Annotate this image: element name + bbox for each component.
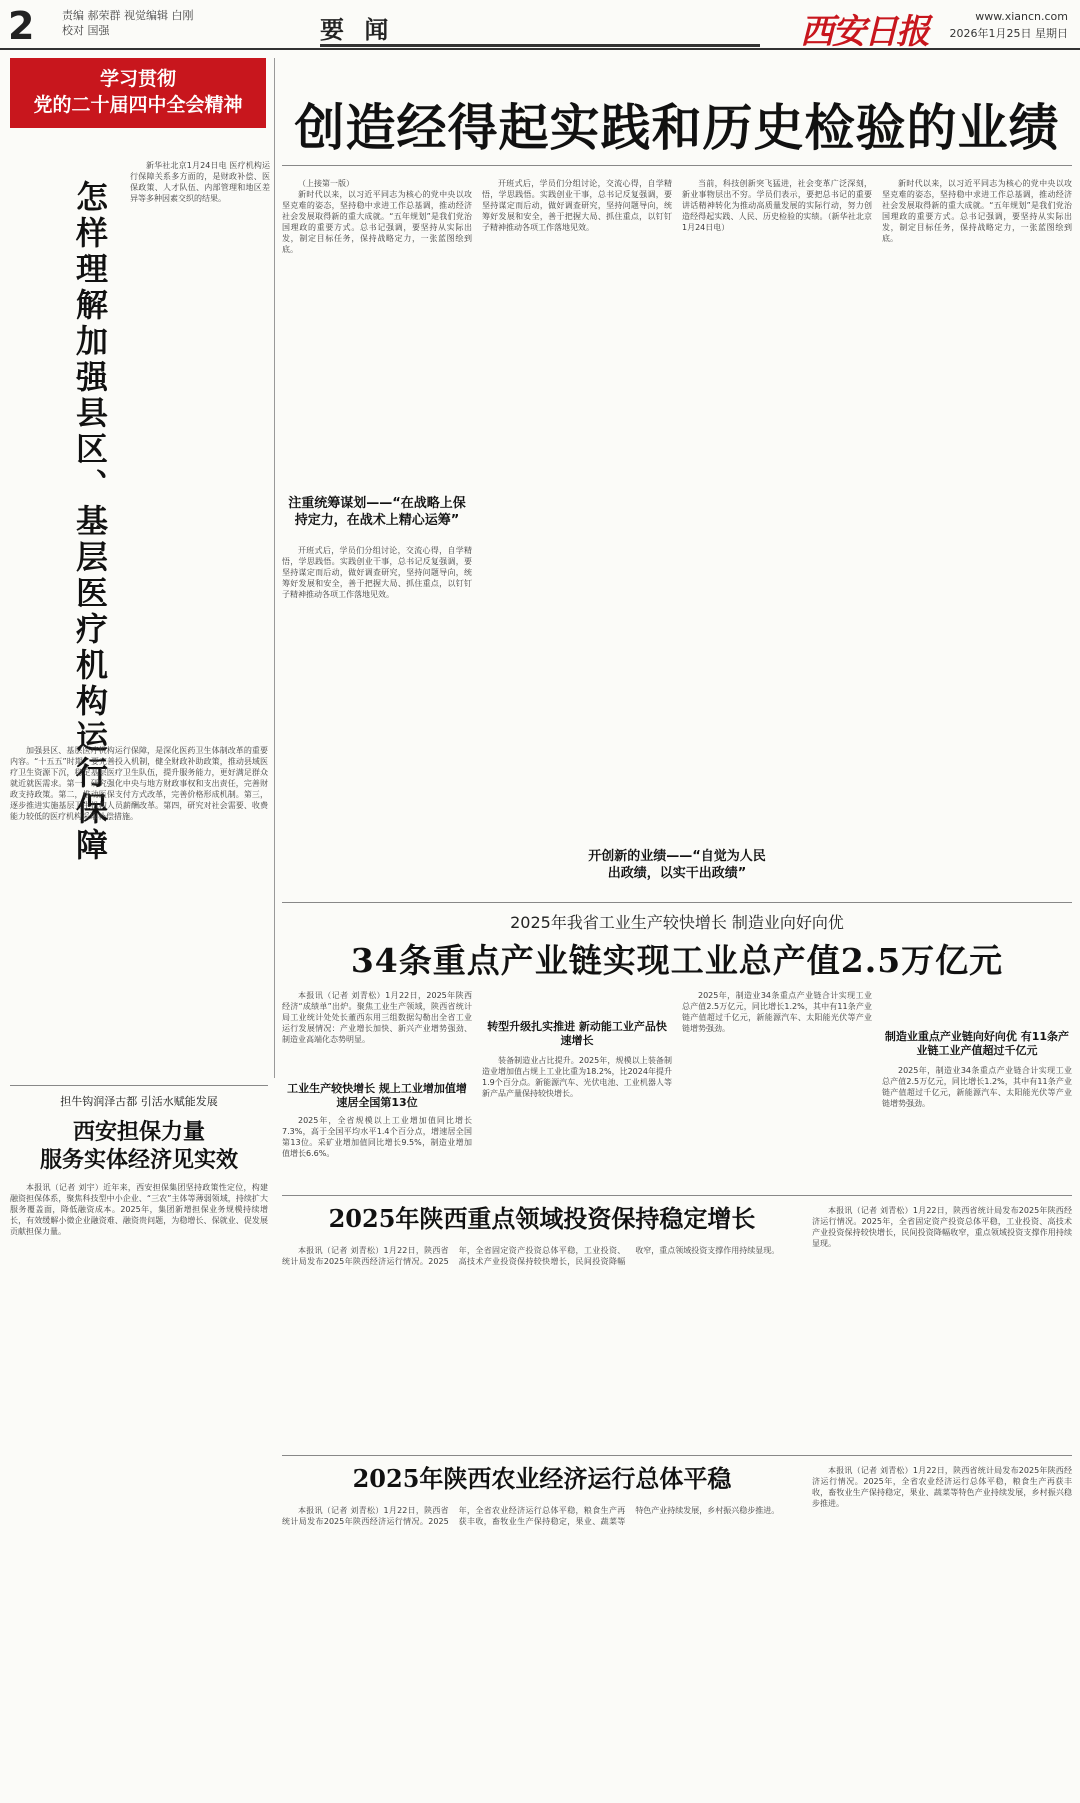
agriculture-body-block <box>282 1505 802 1790</box>
industry-col-1 <box>282 1115 472 1185</box>
lead-body-3: 当前，科技创新突飞猛进，社会变革广泛深刻，新业事物层出不穷。学员们表示，要把总书记的重要讲话精神转化为推动高质量发展的实际行动，努力创造经得起实践、人民、历史检验的实绩。（新华社北京1月24日电） <box>682 179 872 232</box>
agriculture-col-right <box>812 1465 1072 1790</box>
industry-body-2: 装备制造业占比提升。2025年，规模以上装备制造业增加值占规上工业比重为18.2%，比2024年提升1.9个百分点。新能源汽车、光伏电池、工业机器人等新产品产量保持较快增长。 <box>482 1056 672 1098</box>
lead-subhead-1: 注重统筹谋划——“在战略上保持定力，在战术上精心运筹” <box>288 496 466 528</box>
industry-top-rule <box>282 902 1072 903</box>
finance-headline-1: 西安担保力量 <box>72 1119 205 1145</box>
lead-body-4: 新时代以来，以习近平同志为核心的党中央以攻坚克难的姿态，坚持稳中求进工作总基调，推动经济社会发展取得新的重大成就。“五年规划”是我们党治国理政的重要方式。总书记强调，要坚持从实际出发，制定目标任务，保持战略定力，一张蓝图绘到底。 <box>882 179 1072 243</box>
feature-body-text: 加强县区、基层医疗机构运行保障，是深化医药卫生体制改革的重要内容。“十五五”时期，要完善投入机制，健全财政补助政策，推动县域医疗卫生资源下沉，稳定基层医疗卫生队伍，提升服务能力，更好满足群众就近就医需求。第一，研究强化中央与地方财政事权和支出责任，完善财政支持政策。第二，推动医保支付方式改革，完善价格形成机制。第三，逐步推进实施基层卫生机构人员薪酬改革。第四，研究对社会需要、收费能力较低的医疗机构采取补偿措施。 <box>10 746 268 821</box>
industry-col-2 <box>482 1055 672 1185</box>
investment-headline: 2025年陕西重点领域投资保持稳定增长 <box>328 1204 756 1233</box>
agriculture-top-rule <box>282 1455 1072 1456</box>
lead-col-1-lower <box>282 545 472 885</box>
editors-credit <box>62 8 194 38</box>
industry-headline: 34条重点产业链实现工业总产值2.5万亿元 <box>350 941 1004 980</box>
lead-subhead-2: 开创新的业绩——“自觉为人民出政绩，以实干出政绩” <box>588 849 766 881</box>
masthead-info <box>950 8 1069 42</box>
lead-col-3 <box>682 178 872 828</box>
industry-col-4 <box>882 1065 1072 1185</box>
industry-subhead-2: 转型升级扎实推进 新动能工业产品快速增长 <box>487 1020 667 1047</box>
industry-col-3 <box>682 990 872 1185</box>
investment-body: 本报讯（记者 刘青松）1月22日，陕西省统计局发布2025年陕西经济运行情况。2025年，全省固定资产投资总体平稳，工业投资、高技术产业投资保持较快增长，民间投资降幅收窄，重点领域投资支撑作用持续显现。 <box>282 1246 780 1266</box>
industry-body-3: 2025年，制造业34条重点产业链合计实现工业总产值2.5万亿元，同比增长1.2%，其中有11条产业链产值超过千亿元，新能源汽车、太阳能光伏等产业链增势强劲。 <box>882 1066 1072 1108</box>
finance-body-block <box>10 1182 268 1792</box>
banner-line-2: 党的二十届四中全会精神 <box>33 94 243 116</box>
section-label: 要 闻 <box>320 16 395 44</box>
finance-kicker: 担牛钩润泽古都 引活水赋能发展 <box>60 1095 218 1108</box>
page-number: 2 <box>8 4 35 48</box>
industry-body-1: 2025年，全省规模以上工业增加值同比增长7.3%，高于全国平均水平1.4个百分点，增速居全国第13位。采矿业增加值同比增长9.5%，制造业增加值增长6.6%。 <box>282 1116 472 1158</box>
issue-date: 2026年1月25日 星期日 <box>949 27 1068 40</box>
lead-part-label: （上接第一版） <box>298 179 354 188</box>
feature-body-top <box>130 160 270 730</box>
lead-body-2-cont: 开班式后，学员们分组讨论，交流心得，自学精悟，学思践悟。实践创业干事，总书记反复强调，要坚持谋定而后动，做好调查研究，坚持问题导向，统筹好发展和安全，善于把握大局、抓住重点，以钉钉子精神推动各项工作落地见效。 <box>482 179 672 232</box>
feature-body-bottom <box>10 745 268 1065</box>
investment-top-rule <box>282 1195 1072 1196</box>
finance-headline-2: 服务实体经济见实效 <box>39 1147 238 1173</box>
agriculture-headline: 2025年陕西农业经济运行总体平稳 <box>352 1464 732 1493</box>
newspaper-logo: 西安日报 <box>800 12 928 52</box>
investment-body-cont: 本报讯（记者 刘青松）1月22日，陕西省统计局发布2025年陕西经济运行情况。2025年，全省固定资产投资总体平稳，工业投资、高技术产业投资保持较快增长，民间投资降幅收窄，重点领域投资支撑作用持续显现。 <box>812 1206 1072 1248</box>
section-rule <box>320 44 760 47</box>
agriculture-body: 本报讯（记者 刘青松）1月22日，陕西省统计局发布2025年陕西经济运行情况。2025年，全省农业经济运行总体平稳，粮食生产再获丰收，畜牧业生产保持稳定，果业、蔬菜等特色产业持续发展，乡村振兴稳步推进。 <box>282 1506 780 1526</box>
editors-line-1: 责编 郝荣群 视觉编辑 白刚 <box>62 9 194 22</box>
industry-subhead-1: 工业生产较快增长 规上工业增加值增速居全国第13位 <box>287 1082 467 1109</box>
agriculture-body-cont: 本报讯（记者 刘青松）1月22日，陕西省统计局发布2025年陕西经济运行情况。2025年，全省农业经济运行总体平稳，粮食生产再获丰收，畜牧业生产保持稳定，果业、蔬菜等特色产业持续发展，乡村振兴稳步推进。 <box>812 1466 1072 1508</box>
feature-title: 怎样理解加强县区、基层医疗机构运行保障 <box>71 180 109 864</box>
lead-col-4 <box>882 178 1072 878</box>
industry-subhead-3: 制造业重点产业链向好向优 有11条产业链工业产值超过千亿元 <box>884 1030 1070 1057</box>
headline-rule <box>282 165 1072 166</box>
banner-line-1: 学习贯彻 <box>99 68 176 90</box>
investment-body-block <box>282 1245 802 1445</box>
finance-body: 本报讯（记者 刘宇）近年来，西安担保集团坚持政策性定位，构建融资担保体系，聚焦科技型中小企业、“三农”主体等薄弱领域，持续扩大服务覆盖面，降低融资成本。2025年，集团新增担保业务规模持续增长，有效缓解小微企业融资难、融资贵问题，为稳增长、保就业、促发展贡献担保力量。 <box>10 1183 268 1236</box>
column-divider <box>274 58 275 1078</box>
finance-top-rule <box>10 1085 268 1086</box>
industry-lead <box>282 990 472 1080</box>
feature-dateline: 新华社北京1月24日电 医疗机构运行保障关系多方面的，是财政补偿、医保政策、人才队伍、内部管理和地区差异等多种因素交织的结果。 <box>130 161 270 203</box>
investment-col-right <box>812 1205 1072 1445</box>
industry-kicker: 2025年我省工业生产较快增长 制造业向好向优 <box>510 913 844 932</box>
column-banner <box>10 58 266 128</box>
page-header <box>0 0 1080 50</box>
lead-col-2 <box>482 178 672 878</box>
site-url: www.xiancn.com <box>975 10 1068 23</box>
lead-headline: 创造经得起实践和历史检验的业绩 <box>294 98 1060 157</box>
lead-body-1: 新时代以来，以习近平同志为核心的党中央以攻坚克难的姿态，坚持稳中求进工作总基调，推动经济社会发展取得新的重大成就。“五年规划”是我们党治国理政的重要方式。总书记强调，要坚持从实际出发，制定目标任务，保持战略定力，一张蓝图绘到底。 <box>282 190 472 254</box>
industry-body: 本报讯（记者 刘青松）1月22日，2025年陕西经济“成绩单”出炉。聚焦工业生产领域，陕西省统计局工业统计处处长董西东用三组数据勾勒出全省工业运行发展情况：产业增长加快、新兴产业增势强劲、制造业高端化态势明显。 <box>282 991 472 1044</box>
editors-line-2: 校对 国强 <box>62 24 110 37</box>
lead-col-1 <box>282 178 472 488</box>
lead-body-2: 开班式后，学员们分组讨论，交流心得，自学精悟，学思践悟。实践创业干事，总书记反复强调，要坚持谋定而后动，做好调查研究，坚持问题导向，统筹好发展和安全，善于把握大局、抓住重点，以钉钉子精神推动各项工作落地见效。 <box>282 546 472 599</box>
industry-body-3-cont: 2025年，制造业34条重点产业链合计实现工业总产值2.5万亿元，同比增长1.2%，其中有11条产业链产值超过千亿元，新能源汽车、太阳能光伏等产业链增势强劲。 <box>682 991 872 1033</box>
